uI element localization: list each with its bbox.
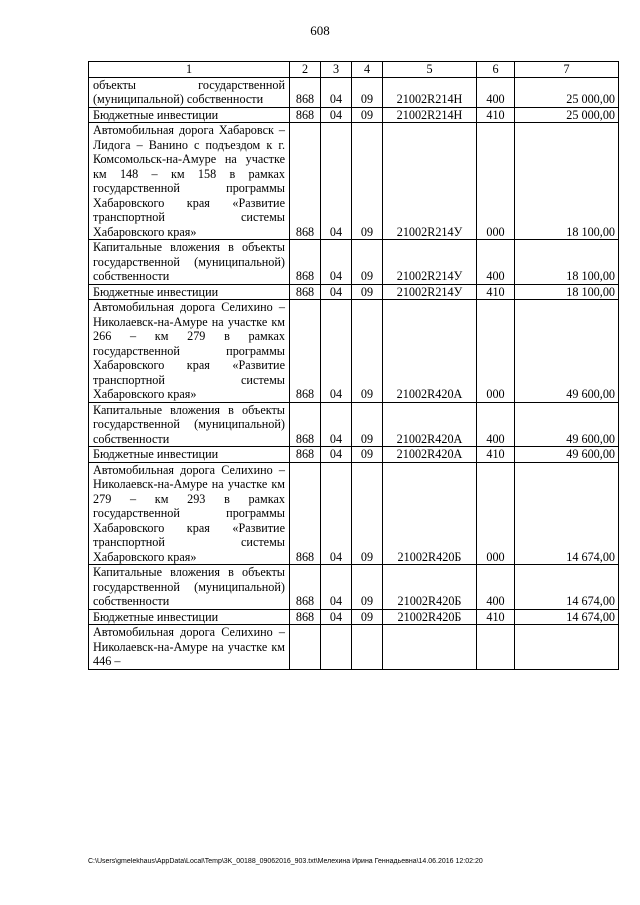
row-code-subsection: 09 [352,107,383,123]
table-row [89,462,619,565]
row-code-ministry: 868 [290,240,321,285]
row-code-section: 04 [321,462,352,565]
row-code-section [321,625,352,670]
row-code-ministry: 868 [290,402,321,447]
row-amount: 18 100,00 [515,284,619,300]
row-code-section: 04 [321,107,352,123]
row-description: объекты государственной (муниципальной) собственности [89,77,290,107]
page-number: 608 [310,23,330,38]
table-row [89,565,619,610]
row-amount: 14 674,00 [515,462,619,565]
row-code-ministry: 868 [290,77,321,107]
table-row [89,402,619,447]
table-row [89,107,619,123]
row-code-ministry: 868 [290,123,321,240]
row-code-expense-type: 410 [477,107,515,123]
row-code-section: 04 [321,447,352,463]
row-code-subsection: 09 [352,565,383,610]
row-code-section: 04 [321,284,352,300]
budget-table-wrapper [88,61,619,670]
row-code-subsection: 09 [352,609,383,625]
row-code-expense-type: 410 [477,284,515,300]
row-amount: 49 600,00 [515,402,619,447]
row-code-ministry: 868 [290,300,321,403]
row-amount [515,625,619,670]
row-amount: 18 100,00 [515,123,619,240]
row-code-target [383,625,477,670]
budget-table [88,61,619,670]
row-code-expense-type: 400 [477,402,515,447]
row-description: Бюджетные инвестиции [89,447,290,463]
row-code-expense-type: 000 [477,300,515,403]
header-col-3: 3 [321,62,352,78]
row-code-expense-type: 410 [477,609,515,625]
row-code-target: 21002R420А [383,300,477,403]
header-col-2: 2 [290,62,321,78]
row-code-subsection [352,625,383,670]
row-code-expense-type [477,625,515,670]
table-row [89,123,619,240]
row-amount: 25 000,00 [515,77,619,107]
row-code-ministry: 868 [290,462,321,565]
row-code-expense-type: 410 [477,447,515,463]
table-row [89,447,619,463]
row-description: Автомобильная дорога Хабаровск – Лидога – Ванино с подъездом к г. Комсомольск-на-Амуре на участке км 148 – км 158 в рамках государственной программы Хабаровского края «Развитие транспортной системы Хабаровского края» [89,123,290,240]
row-code-expense-type: 400 [477,240,515,285]
row-amount: 25 000,00 [515,107,619,123]
row-description: Автомобильная дорога Селихино – Николаевск-на-Амуре на участке км 279 – км 293 в рамках государственной программы Хабаровского края «Развитие транспортной системы Хабаровского края» [89,462,290,565]
table-row [89,284,619,300]
row-code-ministry: 868 [290,565,321,610]
footer-file-path: C:\Users\gmelekhaus\AppData\Local\Temp\3K_00188_09062016_903.txt\Мелехина Ирина Геннадьевна\14.06.2016 12:02:20 [88,858,483,865]
row-amount: 49 600,00 [515,300,619,403]
table-header-row [89,62,619,78]
row-code-expense-type: 400 [477,565,515,610]
row-code-target: 21002R420Б [383,609,477,625]
row-code-subsection: 09 [352,77,383,107]
header-col-7: 7 [515,62,619,78]
row-code-section: 04 [321,609,352,625]
row-code-target: 21002R214Н [383,107,477,123]
row-code-expense-type: 000 [477,123,515,240]
row-code-ministry [290,625,321,670]
row-code-target: 21002R214Н [383,77,477,107]
row-description: Капитальные вложения в объекты государственной (муниципальной) собственности [89,565,290,610]
table-row [89,609,619,625]
row-description: Бюджетные инвестиции [89,609,290,625]
row-code-ministry: 868 [290,447,321,463]
row-amount: 49 600,00 [515,447,619,463]
row-description: Бюджетные инвестиции [89,107,290,123]
row-code-subsection: 09 [352,402,383,447]
row-code-subsection: 09 [352,300,383,403]
row-code-expense-type: 400 [477,77,515,107]
row-amount: 14 674,00 [515,609,619,625]
row-code-subsection: 09 [352,284,383,300]
row-code-target: 21002R420А [383,447,477,463]
row-amount: 18 100,00 [515,240,619,285]
row-code-ministry: 868 [290,107,321,123]
row-code-subsection: 09 [352,240,383,285]
header-col-5: 5 [383,62,477,78]
table-row [89,77,619,107]
row-amount: 14 674,00 [515,565,619,610]
table-body [89,77,619,669]
row-code-target: 21002R420Б [383,565,477,610]
row-description: Бюджетные инвестиции [89,284,290,300]
row-code-section: 04 [321,402,352,447]
row-code-target: 21002R420Б [383,462,477,565]
header-col-4: 4 [352,62,383,78]
row-code-section: 04 [321,565,352,610]
row-code-ministry: 868 [290,609,321,625]
table-row [89,240,619,285]
row-description: Капитальные вложения в объекты государственной (муниципальной) собственности [89,402,290,447]
row-code-expense-type: 000 [477,462,515,565]
table-row [89,625,619,670]
row-code-target: 21002R214У [383,240,477,285]
row-code-subsection: 09 [352,447,383,463]
row-code-ministry: 868 [290,284,321,300]
row-code-subsection: 09 [352,123,383,240]
row-code-target: 21002R420А [383,402,477,447]
row-code-target: 21002R214У [383,284,477,300]
row-description: Автомобильная дорога Селихино – Николаевск-на-Амуре на участке км 446 – [89,625,290,670]
table-row [89,300,619,403]
row-code-subsection: 09 [352,462,383,565]
row-description: Автомобильная дорога Селихино – Николаевск-на-Амуре на участке км 266 – км 279 в рамках государственной программы Хабаровского края «Развитие транспортной системы Хабаровского края» [89,300,290,403]
row-code-target: 21002R214У [383,123,477,240]
row-code-section: 04 [321,240,352,285]
header-col-1: 1 [89,62,290,78]
row-code-section: 04 [321,123,352,240]
header-col-6: 6 [477,62,515,78]
row-code-section: 04 [321,77,352,107]
row-code-section: 04 [321,300,352,403]
row-description: Капитальные вложения в объекты государственной (муниципальной) собственности [89,240,290,285]
